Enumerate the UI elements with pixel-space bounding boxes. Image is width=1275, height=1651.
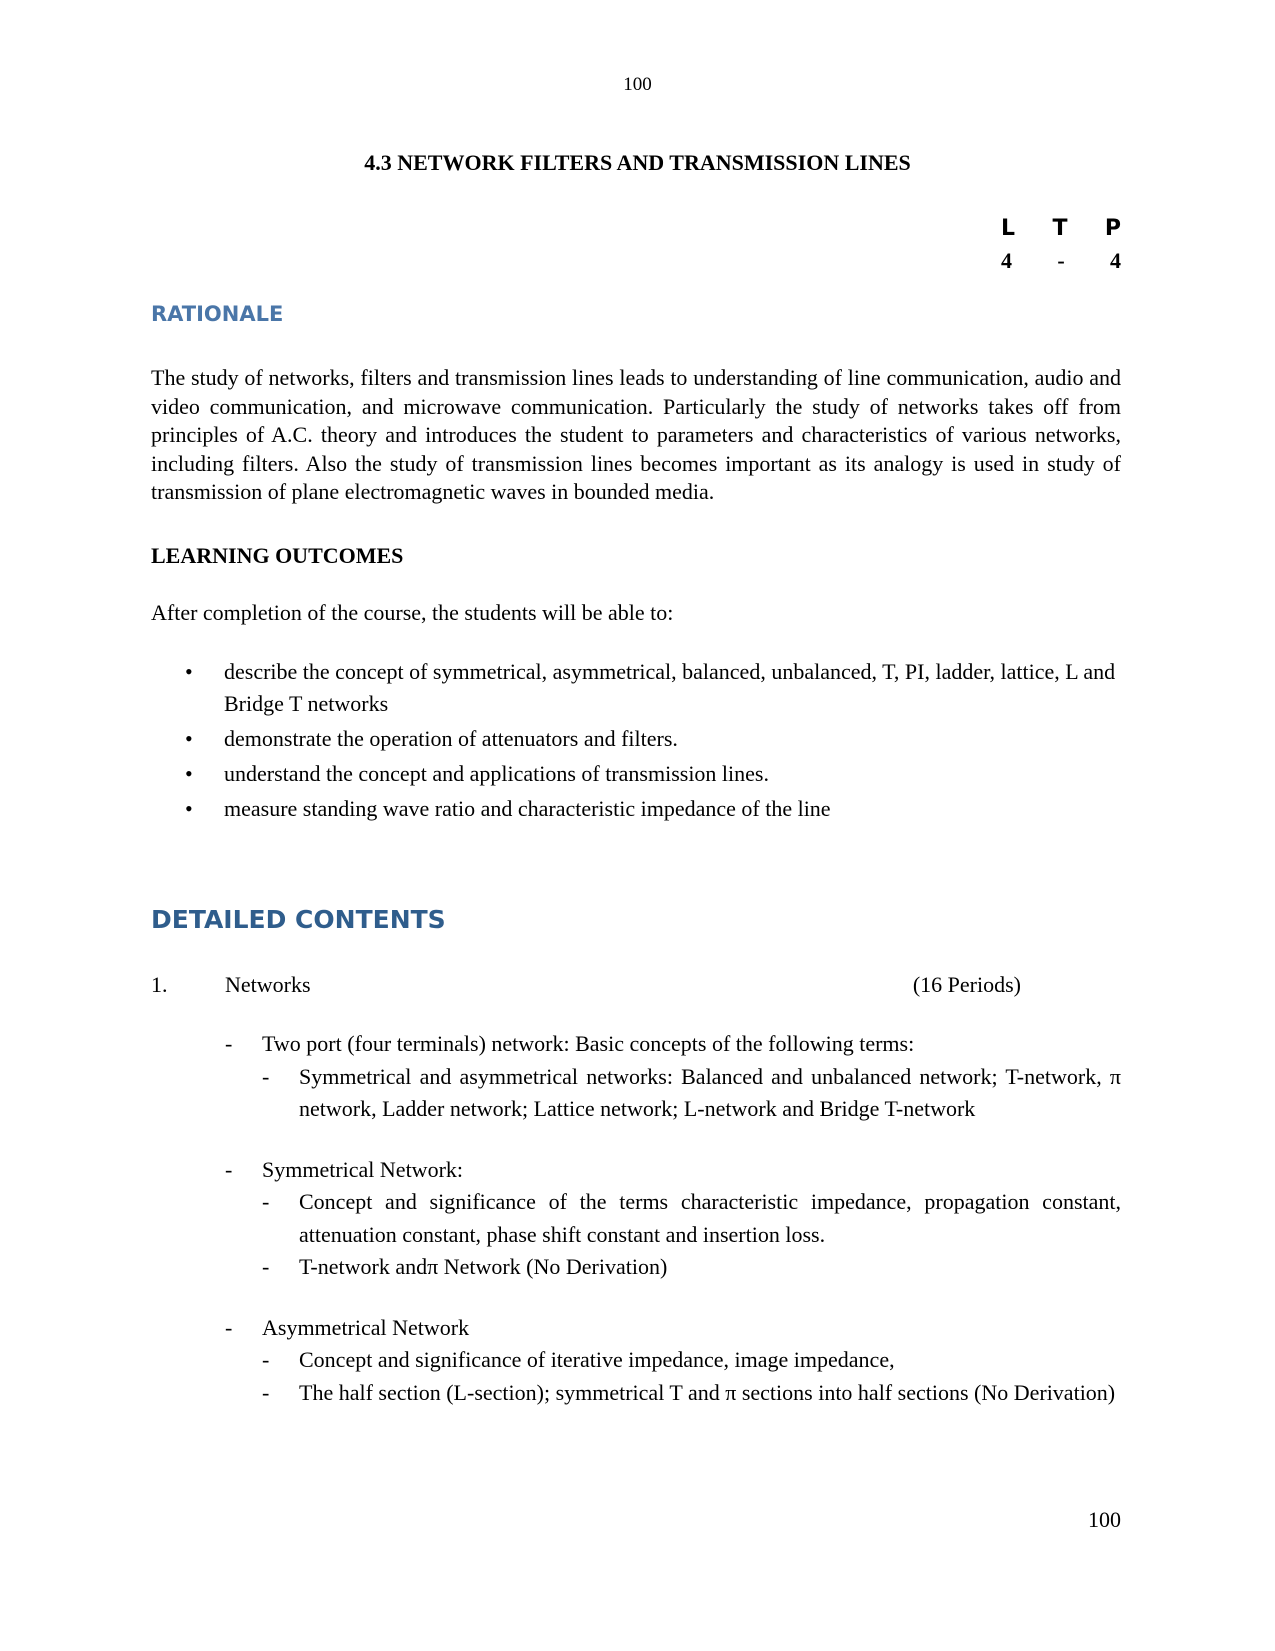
rationale-text: The study of networks, filters and transmission lines leads to understanding of line communication, audio and video communication, and microwave communication. Particularly the study of networks takes off from principles of A.C. theory and introduces the student to parameters and characteristics of various networks, including filters. Also the study of transmission lines becomes important as its analogy is used in study of transmission of plane electromagnetic waves in bounded media. [151,365,1121,504]
ltp-header-t: T [1052,216,1068,241]
subtopic-text: The half section (L-section); symmetrical T and π sections into half sections (No Derivation) [299,1379,1116,1405]
outcome-text: demonstrate the operation of attenuators and filters. [224,726,678,751]
ltp-value-l: 4 [1001,248,1012,273]
topic-item [151,1028,1121,1061]
bullet-icon: • [185,761,193,786]
ltp-value-p: 4 [1109,248,1121,273]
subtopic-item [151,1344,1121,1377]
content-group [151,1028,1121,1126]
section-content [151,1028,1121,1437]
rationale-heading: RATIONALE [151,302,284,326]
ltp-table [1001,216,1121,280]
subtopic-item [151,1377,1121,1410]
topic-text: Symmetrical Network: [262,1156,464,1182]
subtopic-item [151,1251,1121,1284]
ltp-headers [1001,216,1121,248]
list-item [151,723,1121,755]
section-periods: (16 Periods) [912,972,1021,997]
ltp-value-t: - [1057,248,1065,273]
page-title: 4.3 NETWORK FILTERS AND TRANSMISSION LINES [364,150,911,175]
section-number: 1. [151,972,168,997]
list-item [151,793,1121,825]
detailed-contents-heading: DETAILED CONTENTS [151,905,446,934]
bullet-icon: • [185,659,193,684]
subtopic-text: Symmetrical and asymmetrical networks: Balanced and unbalanced network; T-network, π network, Ladder network; Lattice network; L-network and Bridge T-network [299,1063,1121,1121]
dash-marker: - [262,1063,270,1089]
topic-item [151,1154,1121,1187]
dash-marker: - [262,1254,270,1279]
subtopic-item [151,1061,1121,1126]
ltp-header-p: P [1104,216,1121,241]
dash-marker: - [225,1031,233,1056]
subtopic-text: Concept and significance of the terms characteristic impedance, propagation constant, attenuation constant, phase shift constant and insertion loss. [299,1189,1121,1247]
bullet-icon: • [185,726,193,751]
dash-marker: - [262,1189,270,1214]
topic-item [151,1312,1121,1345]
dash-marker: - [262,1347,270,1372]
outcome-text: describe the concept of symmetrical, asymmetrical, balanced, unbalanced, T, PI, ladder, lattice, L and Bridge T networks [224,659,1116,716]
dash-marker: - [262,1379,270,1405]
subtopic-text: T-network andπ Network (No Derivation) [299,1254,668,1279]
list-item [151,758,1121,790]
learning-outcomes-list [151,656,1121,828]
learning-outcomes-heading: LEARNING OUTCOMES [151,543,404,568]
dash-marker: - [225,1314,233,1340]
content-group [151,1154,1121,1284]
content-group [151,1312,1121,1410]
subtopic-item [151,1186,1121,1251]
topic-text: Two port (four terminals) network: Basic concepts of the following terms: [262,1031,915,1056]
subtopic-text: Concept and significance of iterative impedance, image impedance, [299,1347,895,1372]
ltp-values [1001,248,1121,280]
dash-marker: - [225,1156,233,1182]
ltp-header-l: L [1001,216,1016,241]
learning-outcomes-intro: After completion of the course, the students will be able to: [151,600,674,625]
topic-text: Asymmetrical Network [262,1314,470,1340]
page-number-bottom: 100 [1088,1507,1121,1532]
bullet-icon: • [185,796,193,821]
page-number-top: 100 [623,74,652,95]
outcome-text: understand the concept and applications of transmission lines. [224,761,769,786]
list-item [151,656,1121,720]
outcome-text: measure standing wave ratio and characteristic impedance of the line [224,796,831,821]
section-title: Networks [225,972,311,997]
